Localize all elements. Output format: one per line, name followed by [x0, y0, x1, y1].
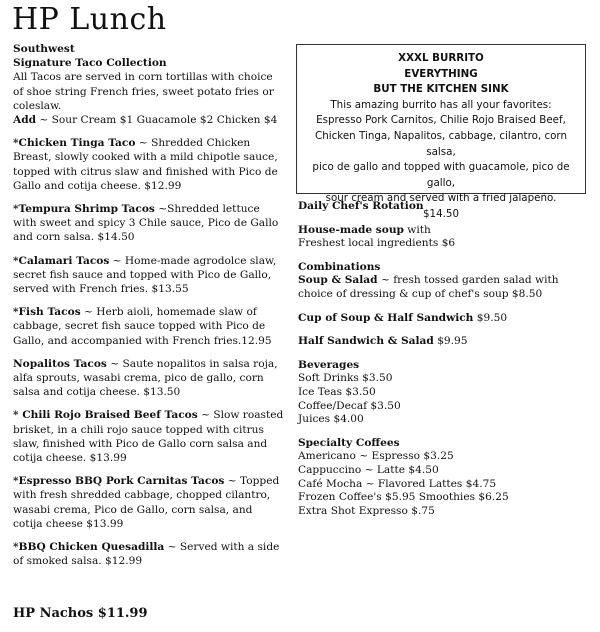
menu-item	[13, 357, 285, 400]
combinations	[298, 261, 590, 302]
item-desc: ~ Slow roasted brisket, in a chili rojo sauce topped with citrus slaw, finished with Pico de Gallo corn salsa and cotija cheese. $13.99	[13, 409, 284, 465]
specialty-heading: Specialty Coffees	[298, 436, 400, 449]
coffee-item: Café Mocha ~ Flavored Lattes $4.75	[298, 477, 497, 490]
soup-item	[298, 224, 590, 251]
rotation-heading: Daily Chef's Rotation	[298, 200, 424, 212]
section-southwest: Southwest	[13, 43, 75, 55]
item-name: *BBQ Chicken Quesadilla	[13, 541, 165, 554]
item-name: *Tempura Shrimp Tacos	[13, 203, 155, 216]
burrito-price: $14.50	[422, 207, 460, 220]
page-title: HP Lunch	[12, 2, 167, 37]
menu-item	[13, 305, 285, 348]
soup-name: House-made soup	[298, 223, 404, 236]
menu-item	[13, 254, 285, 297]
half-sandwich-price: $9.95	[433, 335, 468, 348]
menu-item	[13, 202, 285, 245]
collection-title: Signature Taco Collection	[13, 57, 167, 70]
beverage-item: Juices $4.00	[298, 413, 364, 426]
item-name: *Fish Tacos	[13, 306, 81, 319]
taco-column	[13, 42, 285, 578]
coffee-item: Frozen Coffee's $5.95 Smoothies $6.25	[298, 491, 509, 504]
item-desc: ~ Served with a side of smoked salsa. $12.99	[13, 541, 280, 568]
burrito-line: Chicken Tinga, Napalitos, cabbage, cilantro, corn salsa,	[315, 129, 567, 158]
item-name: *Espresso BBQ Pork Carnitas Tacos	[13, 475, 225, 488]
coffee-item: Extra Shot Expresso $.75	[298, 504, 435, 517]
beverages-heading: Beverages	[298, 358, 360, 371]
cup-soup-name: Cup of Soup & Half Sandwich	[298, 311, 474, 324]
menu-item	[13, 540, 285, 568]
soup-desc-2: Freshest local ingredients $6	[298, 237, 456, 250]
item-desc: ~Shredded lettuce with sweet and spicy 3 Chile sauce, Pico de Gallo and corn salsa. $14.50	[13, 203, 279, 244]
half-sandwich-name: Half Sandwich & Salad	[298, 335, 434, 348]
burrito-line: pico de gallo and topped with guacamole, pico de gallo,	[312, 161, 570, 189]
add-label: Add	[13, 114, 37, 127]
soup-desc: with	[403, 223, 431, 236]
burrito-line: This amazing burrito has all your favorites:	[330, 98, 552, 111]
item-name: *Chicken Tinga Taco	[13, 137, 136, 150]
burrito-line: BUT THE KITCHEN SINK	[373, 83, 509, 96]
cup-soup-price: $9.50	[473, 311, 508, 324]
item-desc: ~ Topped with fresh shredded cabbage, chopped cilantro, wasabi crema, Pico de Gallo, corn salsa, and cotija cheese $13.99	[13, 475, 280, 530]
collection-desc: All Tacos are served in corn tortillas with choice of shoe string French fries, sweet potato fries or coleslaw.	[13, 71, 274, 112]
item-desc: ~ Home-made agrodolce slaw, secret fish sauce and topped with Pico de Gallo, served with French fries. $13.55	[13, 254, 277, 296]
coffee-item: Americano ~ Espresso $3.25	[298, 450, 454, 463]
soup-salad-desc: ~ fresh tossed garden salad with choice of dressing & cup of chef's soup $8.50	[298, 274, 559, 300]
add-text: ~ Sour Cream $1 Guacamole $2 Chicken $4	[36, 114, 278, 127]
burrito-line: XXXL BURRITO	[398, 52, 484, 64]
soup-salad-name: Soup & Salad	[298, 274, 378, 287]
item-name: *Calamari Tacos	[13, 254, 110, 267]
beverage-item: Ice Teas $3.50	[298, 385, 376, 398]
specialty-coffees	[298, 437, 590, 519]
item-desc: ~ Herb aioli, homemade slaw of cabbage, secret fish sauce topped with Pico de Gallo, and accompanied with French fries.12.95	[13, 306, 272, 347]
nachos-item: HP Nachos $11.99	[13, 606, 148, 621]
cup-soup-item	[298, 312, 590, 326]
right-column	[298, 200, 590, 528]
half-sandwich-item	[298, 335, 590, 349]
beverage-item: Coffee/Decaf $3.50	[298, 399, 401, 412]
menu-item	[13, 408, 285, 465]
menu-item	[13, 136, 285, 193]
beverages	[298, 359, 590, 427]
combinations-heading: Combinations	[298, 260, 381, 273]
burrito-line: Espresso Pork Carnitos, Chilie Rojo Braised Beef,	[316, 114, 566, 127]
coffee-item: Cappuccino ~ Latte $4.50	[298, 463, 439, 476]
burrito-line: sour cream and served with a fried jalapeño.	[325, 192, 557, 205]
item-desc: ~ Saute nopalitos in salsa roja, alfa sprouts, wasabi crema, pico de gallo, corn salsa and cotija cheese. $13.50	[13, 357, 278, 399]
beverage-item: Soft Drinks $3.50	[298, 372, 393, 385]
burrito-line: EVERYTHING	[404, 67, 478, 80]
menu-item	[13, 474, 285, 531]
item-name: Nopalitos Tacos	[13, 357, 107, 370]
item-name: * Chili Rojo Braised Beef Tacos	[13, 409, 198, 422]
item-desc: ~ Shredded Chicken Breast, slowly cooked with a mild chipotle sauce, topped with citrus slaw and finished with Pico de Gallo and cotija cheese. $12.99	[13, 137, 278, 192]
